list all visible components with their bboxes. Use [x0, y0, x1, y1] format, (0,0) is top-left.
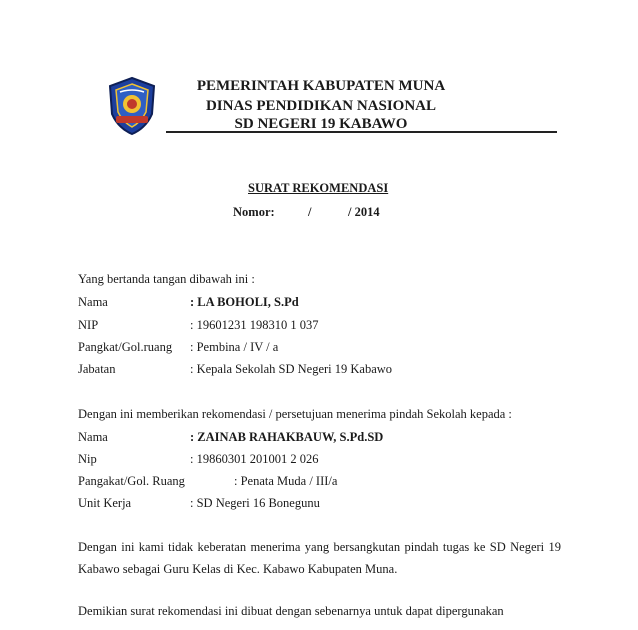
signer-label-rank: Pangkat/Gol.ruang [78, 340, 173, 354]
statement-paragraph: Dengan ini kami tidak keberatan menerima yang bersangkutan pindah tugas ke SD Negeri 19 Kabawo sebagai Guru Kelas di Kec. Kabawo Kabupaten Muna. [78, 540, 561, 576]
nomor-separator-2: / 2014 [348, 205, 380, 219]
header-line-2: DINAS PENDIDIKAN NASIONAL [205, 98, 437, 114]
subject-value-unit: : SD Negeri 16 Bonegunu [190, 496, 320, 510]
signer-value-nip: : 19601231 198310 1 037 [190, 318, 319, 332]
recommend-text: Dengan ini memberikan rekomendasi / persetujuan menerima pindah Sekolah kepada : [78, 407, 512, 421]
subject-label-rank: Pangakat/Gol. Ruang [78, 474, 185, 488]
header-divider [166, 131, 557, 133]
nomor-separator-1: / [308, 205, 312, 219]
nomor-label: Nomor: [233, 205, 275, 219]
letter-title: SURAT REKOMENDASI [248, 181, 389, 195]
signer-label-nip: NIP [78, 318, 99, 332]
subject-value-nip: : 19860301 201001 2 026 [190, 452, 319, 466]
signer-value-position: : Kepala Sekolah SD Negeri 19 Kabawo [190, 362, 393, 376]
subject-label-name: Nama [78, 430, 108, 444]
intro-text: Yang bertanda tangan dibawah ini : [78, 272, 255, 286]
header-line-3: SD NEGERI 19 KABAWO [234, 116, 408, 132]
signer-label-name: Nama [78, 295, 108, 309]
signer-value-rank: : Pembina / IV / a [190, 340, 279, 354]
closing-paragraph: Demikian surat rekomendasi ini dibuat dengan sebenarnya untuk dapat dipergunakan [78, 604, 504, 618]
subject-label-unit: Unit Kerja [78, 496, 132, 510]
subject-value-name: : ZAINAB RAHAKBAUW, S.Pd.SD [190, 430, 384, 444]
signer-value-name: : LA BOHOLI, S.Pd [190, 295, 299, 309]
signer-label-position: Jabatan [78, 362, 116, 376]
subject-label-nip: Nip [78, 452, 97, 466]
subject-value-rank: : Penata Muda / III/a [234, 474, 338, 488]
header-line-1: PEMERINTAH KABUPATEN MUNA [196, 78, 446, 94]
